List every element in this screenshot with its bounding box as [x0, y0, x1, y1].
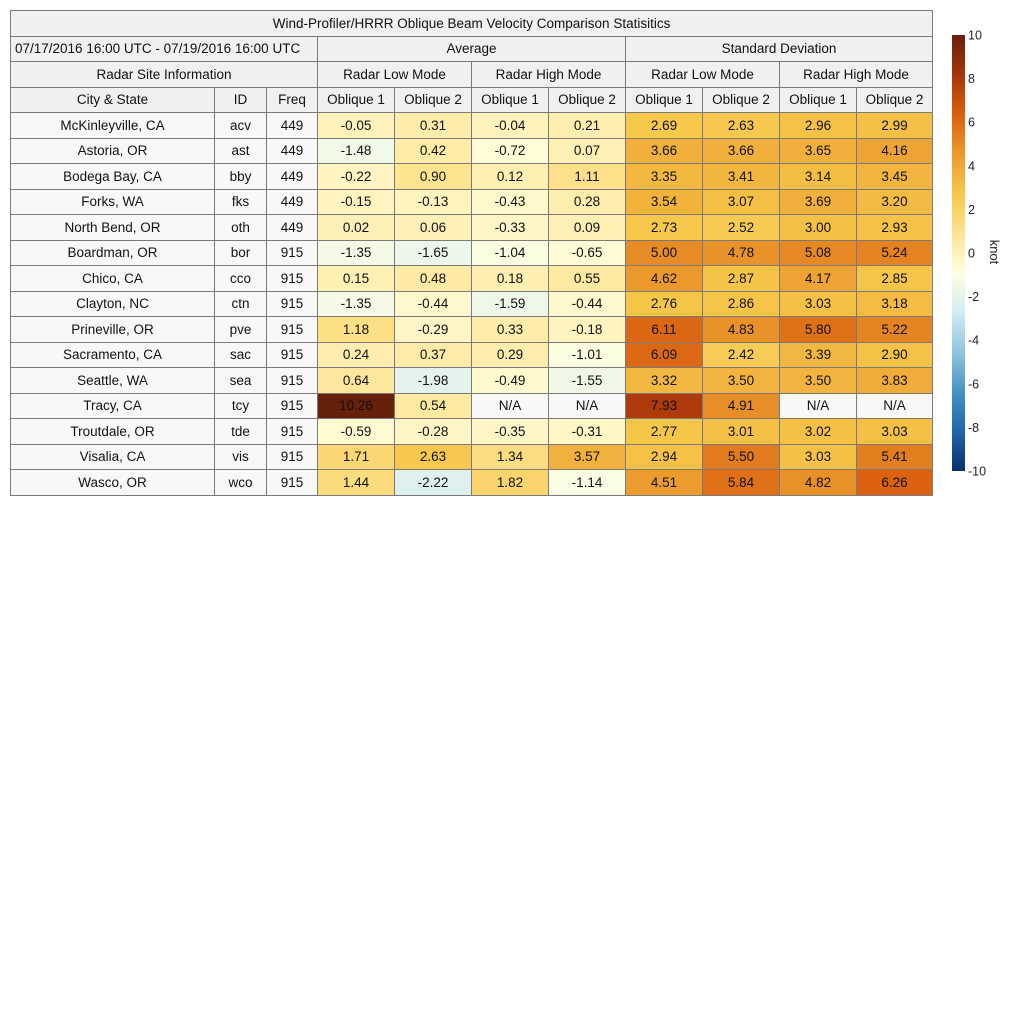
value-cell-std-high-o2: 3.18: [857, 291, 933, 317]
value-cell-avg-low-o1: 1.71: [318, 444, 395, 470]
value-cell-avg-low-o2: -0.44: [395, 291, 472, 317]
freq-cell: 915: [267, 266, 318, 292]
city-column-header: City & State: [11, 87, 215, 113]
value-cell-std-low-o1: 7.93: [626, 393, 703, 419]
id-cell: tde: [215, 419, 267, 445]
avg-low-o2-header: Oblique 2: [395, 87, 472, 113]
value-cell-avg-high-o1: -1.59: [472, 291, 549, 317]
city-cell: Tracy, CA: [11, 393, 215, 419]
value-cell-avg-low-o2: 2.63: [395, 444, 472, 470]
city-cell: Visalia, CA: [11, 444, 215, 470]
value-cell-std-low-o2: 3.41: [703, 164, 780, 190]
value-cell-std-high-o2: 4.16: [857, 138, 933, 164]
value-cell-std-high-o1: 2.96: [780, 113, 857, 139]
value-cell-avg-high-o1: -0.72: [472, 138, 549, 164]
city-cell: Seattle, WA: [11, 368, 215, 394]
city-cell: Sacramento, CA: [11, 342, 215, 368]
value-cell-avg-high-o2: 0.55: [549, 266, 626, 292]
value-cell-avg-low-o2: -1.98: [395, 368, 472, 394]
value-cell-std-high-o1: 3.03: [780, 291, 857, 317]
value-cell-std-low-o1: 6.09: [626, 342, 703, 368]
value-cell-std-low-o2: 3.07: [703, 189, 780, 215]
id-cell: pve: [215, 317, 267, 343]
value-cell-std-low-o1: 4.51: [626, 470, 703, 496]
value-cell-avg-high-o1: 0.29: [472, 342, 549, 368]
value-cell-avg-high-o1: 1.82: [472, 470, 549, 496]
value-cell-std-low-o1: 5.00: [626, 240, 703, 266]
value-cell-avg-low-o2: -0.13: [395, 189, 472, 215]
value-cell-avg-low-o1: -0.15: [318, 189, 395, 215]
colorbar-tick-label: -2: [968, 290, 980, 305]
value-cell-avg-low-o1: -1.48: [318, 138, 395, 164]
std-high-o2-header: Oblique 2: [857, 87, 933, 113]
id-cell: vis: [215, 444, 267, 470]
freq-cell: 449: [267, 113, 318, 139]
value-cell-avg-high-o2: -1.55: [549, 368, 626, 394]
avg-high-mode-header: Radar High Mode: [472, 62, 626, 88]
id-cell: cco: [215, 266, 267, 292]
freq-cell: 915: [267, 317, 318, 343]
table-row: [11, 470, 933, 496]
table-row: [11, 189, 933, 215]
value-cell-avg-low-o2: -2.22: [395, 470, 472, 496]
colorbar-tick-label: 4: [968, 159, 975, 174]
freq-cell: 915: [267, 368, 318, 394]
value-cell-avg-high-o1: -0.43: [472, 189, 549, 215]
value-cell-avg-low-o2: 0.54: [395, 393, 472, 419]
value-cell-std-low-o1: 3.54: [626, 189, 703, 215]
std-low-mode-header: Radar Low Mode: [626, 62, 780, 88]
table-row: [11, 368, 933, 394]
value-cell-avg-high-o2: -0.44: [549, 291, 626, 317]
id-cell: bor: [215, 240, 267, 266]
value-cell-std-low-o2: 4.78: [703, 240, 780, 266]
value-cell-std-high-o2: 2.85: [857, 266, 933, 292]
table-row: [11, 291, 933, 317]
avg-high-o2-header: Oblique 2: [549, 87, 626, 113]
city-cell: Clayton, NC: [11, 291, 215, 317]
value-cell-std-low-o1: 2.76: [626, 291, 703, 317]
value-cell-std-high-o2: 3.45: [857, 164, 933, 190]
value-cell-std-high-o1: 3.00: [780, 215, 857, 241]
id-cell: ctn: [215, 291, 267, 317]
value-cell-avg-high-o2: -0.65: [549, 240, 626, 266]
freq-cell: 449: [267, 138, 318, 164]
avg-low-mode-header: Radar Low Mode: [318, 62, 472, 88]
freq-cell: 915: [267, 342, 318, 368]
value-cell-std-high-o2: 3.03: [857, 419, 933, 445]
freq-cell: 915: [267, 419, 318, 445]
colorbar-unit-label: knot: [987, 239, 1002, 265]
value-cell-std-low-o1: 3.35: [626, 164, 703, 190]
city-cell: Boardman, OR: [11, 240, 215, 266]
value-cell-avg-low-o1: 0.24: [318, 342, 395, 368]
city-cell: Bodega Bay, CA: [11, 164, 215, 190]
value-cell-std-high-o1: 4.82: [780, 470, 857, 496]
table-row: [11, 342, 933, 368]
city-cell: Wasco, OR: [11, 470, 215, 496]
period-label: 07/17/2016 16:00 UTC - 07/19/2016 16:00 UTC: [11, 36, 318, 62]
value-cell-avg-low-o1: 1.44: [318, 470, 395, 496]
value-cell-avg-low-o1: -1.35: [318, 240, 395, 266]
value-cell-avg-low-o2: 0.31: [395, 113, 472, 139]
id-cell: ast: [215, 138, 267, 164]
freq-cell: 915: [267, 393, 318, 419]
group-row: [11, 36, 933, 62]
title-row: [11, 11, 933, 37]
value-cell-std-high-o1: 3.39: [780, 342, 857, 368]
colorbar-tick-label: -10: [968, 464, 987, 479]
value-cell-std-high-o1: 3.02: [780, 419, 857, 445]
value-cell-std-low-o2: 4.91: [703, 393, 780, 419]
value-cell-avg-high-o1: -0.49: [472, 368, 549, 394]
id-cell: tcy: [215, 393, 267, 419]
colorbar-tick-label: -4: [968, 333, 980, 348]
value-cell-std-low-o1: 3.32: [626, 368, 703, 394]
colorbar: [948, 30, 1018, 480]
table-row: [11, 444, 933, 470]
colorbar-tick-label: 8: [968, 72, 975, 87]
value-cell-std-high-o1: N/A: [780, 393, 857, 419]
average-group-header: Average: [318, 36, 626, 62]
value-cell-avg-high-o2: 0.07: [549, 138, 626, 164]
value-cell-std-low-o2: 3.50: [703, 368, 780, 394]
value-cell-std-low-o1: 4.62: [626, 266, 703, 292]
value-cell-avg-low-o2: 0.37: [395, 342, 472, 368]
value-cell-std-high-o1: 3.03: [780, 444, 857, 470]
value-cell-avg-high-o2: -0.31: [549, 419, 626, 445]
std-low-o1-header: Oblique 1: [626, 87, 703, 113]
std-low-o2-header: Oblique 2: [703, 87, 780, 113]
freq-cell: 449: [267, 189, 318, 215]
city-cell: Forks, WA: [11, 189, 215, 215]
value-cell-std-high-o2: 5.22: [857, 317, 933, 343]
value-cell-std-high-o2: 3.20: [857, 189, 933, 215]
value-cell-std-low-o2: 3.66: [703, 138, 780, 164]
table-row: [11, 240, 933, 266]
freq-column-header: Freq: [267, 87, 318, 113]
avg-low-o1-header: Oblique 1: [318, 87, 395, 113]
id-cell: sac: [215, 342, 267, 368]
value-cell-std-low-o2: 2.63: [703, 113, 780, 139]
table-title: Wind-Profiler/HRRR Oblique Beam Velocity Comparison Statisitics: [11, 11, 933, 37]
value-cell-avg-high-o2: 0.28: [549, 189, 626, 215]
value-cell-std-high-o1: 3.65: [780, 138, 857, 164]
value-cell-avg-high-o1: -0.33: [472, 215, 549, 241]
value-cell-avg-high-o1: N/A: [472, 393, 549, 419]
city-cell: Prineville, OR: [11, 317, 215, 343]
value-cell-std-high-o2: 6.26: [857, 470, 933, 496]
value-cell-avg-high-o2: 0.09: [549, 215, 626, 241]
freq-cell: 915: [267, 291, 318, 317]
value-cell-avg-high-o1: 0.33: [472, 317, 549, 343]
value-cell-avg-low-o2: 0.06: [395, 215, 472, 241]
site-info-header: Radar Site Information: [11, 62, 318, 88]
id-cell: bby: [215, 164, 267, 190]
value-cell-std-low-o2: 5.84: [703, 470, 780, 496]
value-cell-avg-low-o1: -1.35: [318, 291, 395, 317]
city-cell: Troutdale, OR: [11, 419, 215, 445]
value-cell-avg-high-o2: N/A: [549, 393, 626, 419]
std-group-header: Standard Deviation: [626, 36, 933, 62]
value-cell-std-high-o2: 5.41: [857, 444, 933, 470]
freq-cell: 449: [267, 215, 318, 241]
value-cell-std-low-o2: 4.83: [703, 317, 780, 343]
value-cell-std-low-o2: 2.87: [703, 266, 780, 292]
table-row: [11, 164, 933, 190]
city-cell: Chico, CA: [11, 266, 215, 292]
table-row: [11, 266, 933, 292]
value-cell-avg-high-o1: 0.18: [472, 266, 549, 292]
value-cell-std-high-o1: 5.08: [780, 240, 857, 266]
table-row: [11, 113, 933, 139]
value-cell-std-high-o1: 3.14: [780, 164, 857, 190]
value-cell-avg-high-o2: -1.14: [549, 470, 626, 496]
value-cell-std-high-o2: 2.93: [857, 215, 933, 241]
value-cell-avg-low-o2: 0.48: [395, 266, 472, 292]
value-cell-std-high-o1: 5.80: [780, 317, 857, 343]
city-cell: Astoria, OR: [11, 138, 215, 164]
colorbar-tick-label: -6: [968, 377, 980, 392]
city-cell: McKinleyville, CA: [11, 113, 215, 139]
city-cell: North Bend, OR: [11, 215, 215, 241]
value-cell-avg-low-o2: 0.42: [395, 138, 472, 164]
colorbar-tick-label: 0: [968, 246, 975, 261]
value-cell-avg-high-o2: 1.11: [549, 164, 626, 190]
value-cell-avg-low-o1: -0.59: [318, 419, 395, 445]
avg-high-o1-header: Oblique 1: [472, 87, 549, 113]
table-row: [11, 215, 933, 241]
mode-row: [11, 62, 933, 88]
value-cell-avg-low-o2: -0.29: [395, 317, 472, 343]
value-cell-avg-high-o2: -0.18: [549, 317, 626, 343]
value-cell-std-low-o1: 2.77: [626, 419, 703, 445]
value-cell-avg-low-o2: -0.28: [395, 419, 472, 445]
table-row: [11, 317, 933, 343]
column-header-row: [11, 87, 933, 113]
value-cell-avg-high-o1: -0.04: [472, 113, 549, 139]
value-cell-std-high-o2: 5.24: [857, 240, 933, 266]
value-cell-avg-low-o1: -0.05: [318, 113, 395, 139]
value-cell-std-high-o1: 3.50: [780, 368, 857, 394]
value-cell-avg-high-o1: -0.35: [472, 419, 549, 445]
value-cell-std-low-o1: 2.94: [626, 444, 703, 470]
value-cell-avg-low-o2: 0.90: [395, 164, 472, 190]
value-cell-avg-high-o2: 0.21: [549, 113, 626, 139]
table-row: [11, 138, 933, 164]
value-cell-avg-low-o2: -1.65: [395, 240, 472, 266]
std-high-o1-header: Oblique 1: [780, 87, 857, 113]
colorbar-tick-label: 6: [968, 115, 975, 130]
value-cell-std-high-o2: 2.90: [857, 342, 933, 368]
value-cell-std-low-o1: 3.66: [626, 138, 703, 164]
value-cell-avg-low-o1: 10.26: [318, 393, 395, 419]
value-cell-std-low-o2: 2.86: [703, 291, 780, 317]
value-cell-std-low-o1: 6.11: [626, 317, 703, 343]
colorbar-gradient: [952, 35, 965, 471]
colorbar-tick-label: -8: [968, 420, 980, 435]
table-row: [11, 393, 933, 419]
value-cell-avg-high-o2: -1.01: [549, 342, 626, 368]
id-column-header: ID: [215, 87, 267, 113]
value-cell-std-low-o2: 2.52: [703, 215, 780, 241]
id-cell: wco: [215, 470, 267, 496]
value-cell-avg-low-o1: 1.18: [318, 317, 395, 343]
value-cell-std-high-o2: N/A: [857, 393, 933, 419]
value-cell-avg-low-o1: 0.64: [318, 368, 395, 394]
colorbar-tick-label: 2: [968, 202, 975, 217]
value-cell-std-high-o2: 2.99: [857, 113, 933, 139]
value-cell-avg-high-o1: 1.34: [472, 444, 549, 470]
value-cell-std-low-o1: 2.69: [626, 113, 703, 139]
freq-cell: 449: [267, 164, 318, 190]
id-cell: fks: [215, 189, 267, 215]
id-cell: oth: [215, 215, 267, 241]
table-row: [11, 419, 933, 445]
id-cell: sea: [215, 368, 267, 394]
freq-cell: 915: [267, 444, 318, 470]
value-cell-std-low-o2: 2.42: [703, 342, 780, 368]
value-cell-avg-low-o1: -0.22: [318, 164, 395, 190]
value-cell-std-low-o2: 5.50: [703, 444, 780, 470]
value-cell-avg-low-o1: 0.02: [318, 215, 395, 241]
value-cell-std-high-o1: 4.17: [780, 266, 857, 292]
value-cell-std-high-o2: 3.83: [857, 368, 933, 394]
value-cell-std-low-o1: 2.73: [626, 215, 703, 241]
colorbar-tick-label: 10: [968, 30, 982, 43]
value-cell-avg-high-o1: 0.12: [472, 164, 549, 190]
value-cell-avg-low-o1: 0.15: [318, 266, 395, 292]
stats-table: [10, 10, 933, 496]
freq-cell: 915: [267, 240, 318, 266]
std-high-mode-header: Radar High Mode: [780, 62, 933, 88]
value-cell-std-high-o1: 3.69: [780, 189, 857, 215]
id-cell: acv: [215, 113, 267, 139]
value-cell-std-low-o2: 3.01: [703, 419, 780, 445]
value-cell-avg-high-o1: -1.04: [472, 240, 549, 266]
freq-cell: 915: [267, 470, 318, 496]
value-cell-avg-high-o2: 3.57: [549, 444, 626, 470]
